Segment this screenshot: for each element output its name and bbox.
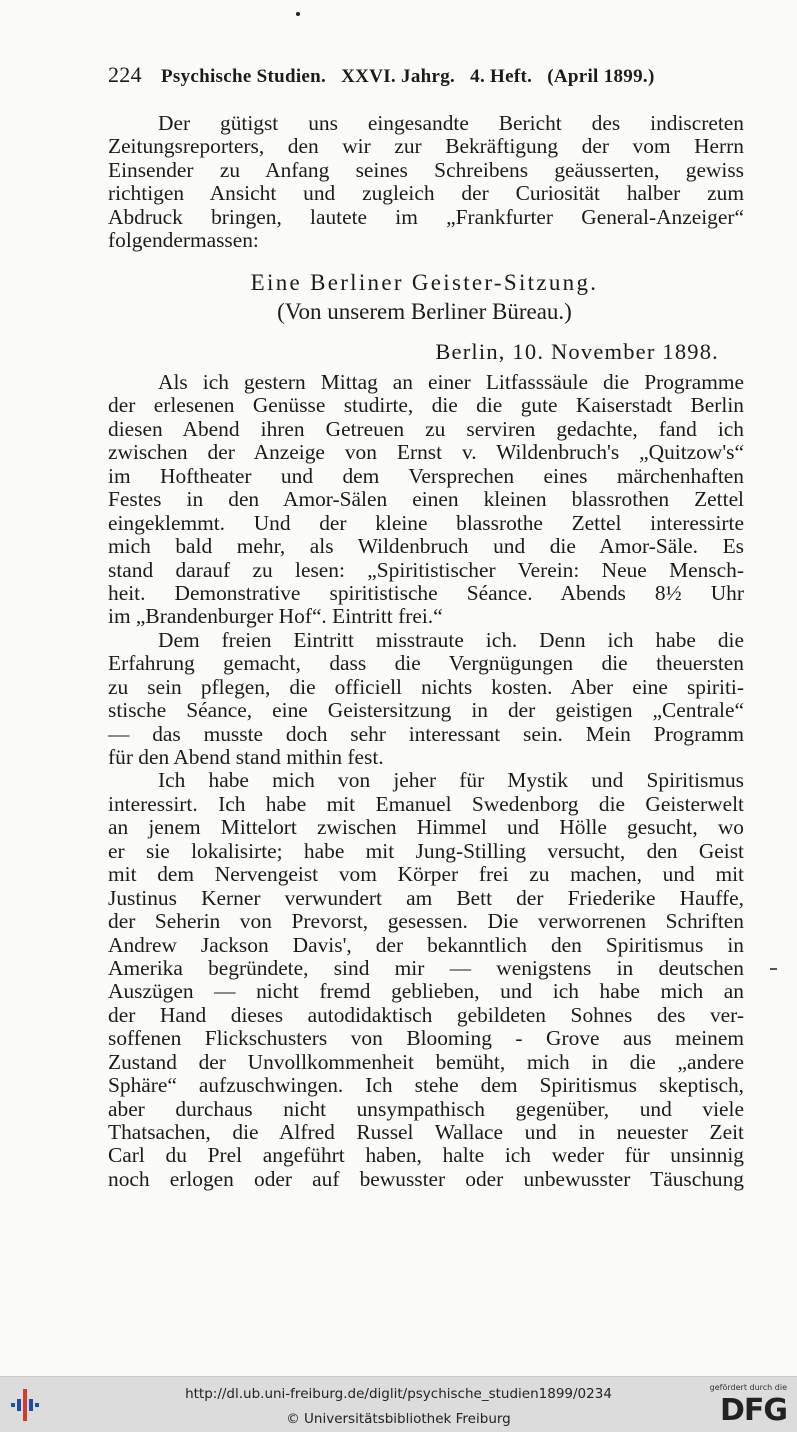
text-line: Festes in den Amor-Sälen einen kleinen blassrothen Zettel (108, 488, 744, 512)
article-title: Eine Berliner Geister-Sitzung. (250, 270, 599, 295)
text-line: der Hand dieses autodidaktisch gebildeten Sohnes des ver- (108, 1003, 744, 1027)
text-line: eingeklemmt. Und der kleine blassrothe Zettel interessirte (108, 511, 744, 535)
text-line: an jenem Mittelort zwischen Himmel und Hölle gesucht, wo (108, 816, 744, 840)
text-line: interessirt. Ich habe mit Emanuel Swedenborg die Geisterwelt (108, 792, 744, 816)
issue: 4. Heft. (470, 66, 533, 87)
text-line: stand darauf zu lesen: „Spiritistischer Verein: Neue Mensch- (108, 558, 744, 582)
text-line: aber durchaus nicht unsympathisch gegenüber, und viele (108, 1097, 744, 1121)
text-line: noch erlogen oder auf bewusster oder unbewusster Täuschung (108, 1167, 744, 1191)
text-line: der Seherin von Prevorst, gesessen. Die verworrenen Schriften (108, 910, 744, 934)
text-line: Erfahrung gemacht, dass die Vergnügungen die theuersten (108, 652, 744, 676)
text-line: mich bald mehr, als Wildenbruch und die Amor-Säle. Es (108, 535, 744, 559)
text-line: Der gütigst uns eingesandte Bericht des indiscreten (158, 112, 744, 135)
dfg-logo: DFG (719, 1393, 787, 1428)
intro-paragraph (108, 112, 744, 253)
text-line: der erlesenen Genüsse studirte, die die gute Kaiserstadt Berlin (108, 394, 744, 418)
text-line: Auszügen — nicht fremd geblieben, und ich habe mich an (108, 980, 744, 1004)
print-speck (296, 12, 300, 16)
article-subtitle: (Von unserem Berliner Büreau.) (277, 299, 572, 324)
text-line: Carl du Prel angeführt haben, halte ich weder für unsinnig (108, 1144, 744, 1168)
text-line: Zeitungsreporters, den wir zur Bekräftigung der vom Herrn (108, 135, 744, 159)
text-line: — das musste doch sehr interessant sein. Mein Programm (108, 722, 744, 746)
text-line: im Hoftheater und dem Versprechen eines märchenhaften (108, 464, 744, 488)
text-line: Sphäre“ aufzuschwingen. Ich stehe dem Spiritismus skeptisch, (108, 1074, 744, 1098)
article-body (108, 371, 744, 1191)
text-line: zu sein pflegen, die officiell nichts kosten. Aber eine spiriti- (108, 675, 744, 699)
margin-mark (770, 968, 777, 970)
text-line: Amerika begründete, sind mir — wenigstens in deutschen (108, 956, 744, 980)
text-line: zwischen der Anzeige von Ernst v. Wildenbruch's „Quitzow's“ (108, 441, 744, 465)
funding-note: gefördert durch die (709, 1383, 787, 1392)
text-line: richtigen Ansicht und zugleich der Curiosität halber zum (108, 182, 744, 206)
volume: XXVI. Jahrg. (341, 66, 456, 87)
text-line: für den Abend stand mithin fest. (108, 746, 384, 769)
running-header (108, 62, 748, 88)
text-line: Zustand der Unvollkommenheit bemüht, mich in die „andere (108, 1050, 744, 1074)
issue-date: (April 1899.) (547, 66, 655, 87)
text-line: Dem freien Eintritt misstraute ich. Denn ich habe die (158, 628, 744, 652)
text-line: Einsender zu Anfang seines Schreibens geäusserten, gewiss (108, 158, 744, 182)
text-line: Ich habe mich von jeher für Mystik und Spiritismus (158, 769, 744, 793)
text-line: Justinus Kerner verwundert am Bett der Friederike Hauffe, (108, 886, 744, 910)
article-dateline: Berlin, 10. November 1898. (435, 339, 719, 364)
text-line: folgendermassen: (108, 229, 259, 253)
text-line: Andrew Jackson Davis', der bekanntlich den Spiritismus in (108, 933, 744, 957)
text-line: Abdruck bringen, lautete im „Frankfurter General-Anzeiger“ (108, 205, 744, 229)
permalink-url[interactable]: http://dl.ub.uni-freiburg.de/diglit/psychische_studien1899/0234 (185, 1386, 612, 1402)
page-number: 224 (108, 62, 142, 87)
text-line: stische Séance, eine Geistersitzung in der geistigen „Centrale“ (108, 699, 744, 723)
text-line: er sie lokalisirte; habe mit Jung-Stilling versucht, den Geist (108, 839, 744, 863)
text-line: Als ich gestern Mittag an einer Litfasssäule die Programme (158, 371, 744, 394)
text-line: mit dem Nervengeist vom Körper frei zu machen, und mit (108, 863, 744, 887)
viewer-footer (0, 1376, 797, 1432)
journal-title: Psychische Studien. (160, 66, 327, 87)
copyright-notice: © Universitätsbibliothek Freiburg (286, 1411, 511, 1427)
text-line: Thatsachen, die Alfred Russel Wallace und in neuester Zeit (108, 1121, 744, 1144)
text-line: im „Brandenburger Hof“. Eintritt frei.“ (108, 605, 443, 629)
text-line: soffenen Flickschusters von Blooming - Grove aus meinem (108, 1027, 744, 1051)
text-line: heit. Demonstrative spiritistische Séance. Abends 8½ Uhr (108, 581, 744, 605)
text-line: diesen Abend ihren Getreuen zu serviren gedachte, fand ich (108, 417, 744, 441)
